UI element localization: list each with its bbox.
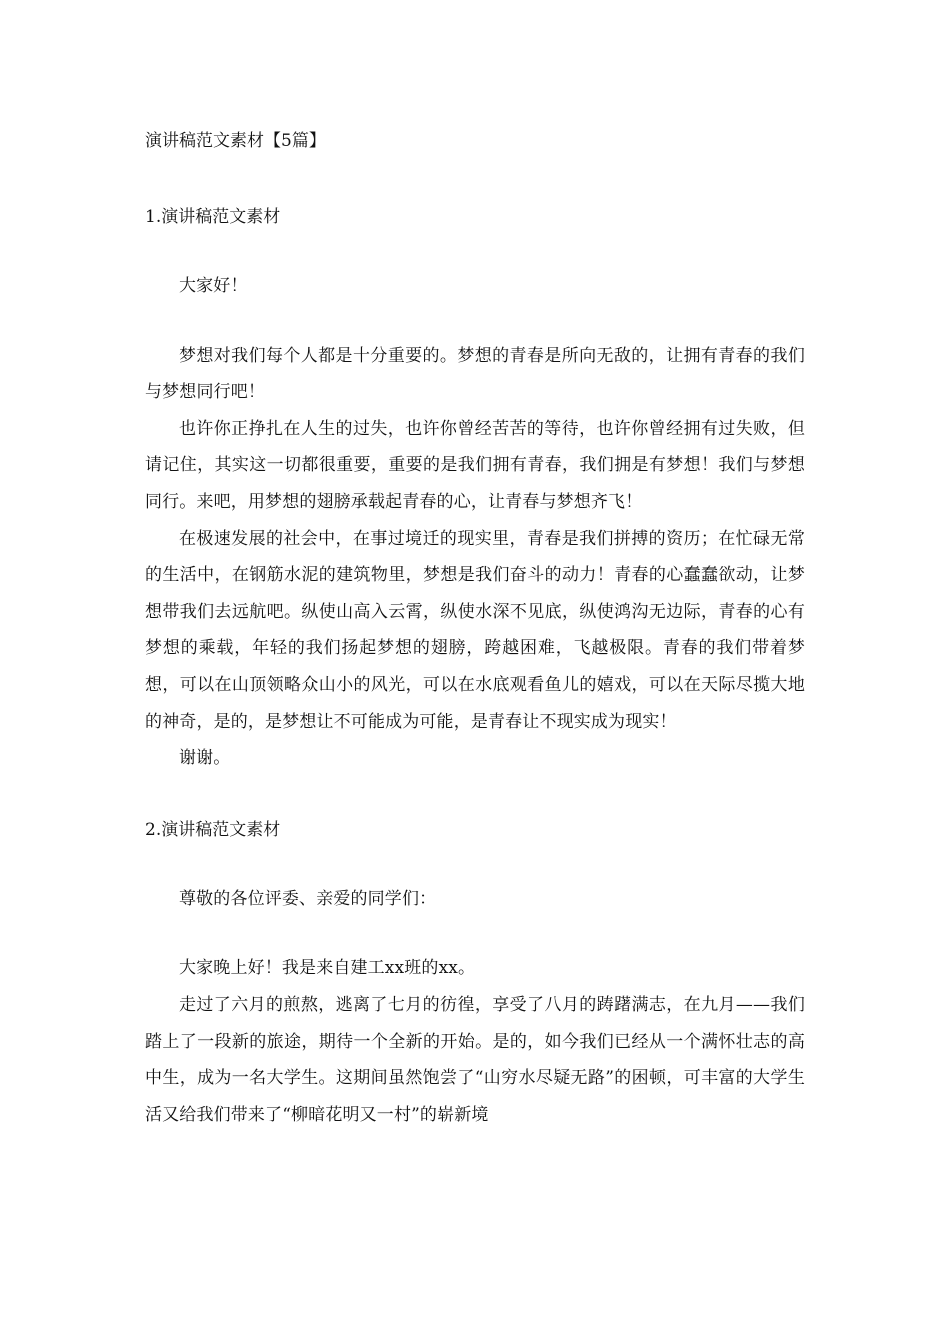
section-2-greeting: 尊敬的各位评委、亲爱的同学们： [179,888,437,909]
spacer [145,777,805,807]
section-heading-2: 2.演讲稿范文素材 [145,819,281,840]
spacer [145,853,805,881]
section-2-paragraph: 走过了六月的煎熬，逃离了七月的彷徨，享受了八月的踌躇满志，在九月——我们踏上了一段新的旅途，期待一个全新的开始。是的，如今我们已经从一个满怀壮志的高中生，成为一名大学生。这期间虽然饱尝了“山穷水尽疑无路”的困顿，可丰富的大学生活又给我们带来了“柳暗花明又一村”的崭新境 [145,994,805,1125]
spacer [145,240,805,268]
section-heading-1: 1.演讲稿范文素材 [145,207,281,227]
document-body [145,118,805,1133]
document-title: 演讲稿范文素材【5篇】 [145,131,326,151]
spacer [145,305,805,338]
section-1-paragraph: 在极速发展的社会中，在事过境迁的现实里，青春是我们拼搏的资历；在忙碌无常的生活中，在钢筋水泥的建筑物里，梦想是我们奋斗的动力！青春的心蠢蠢欲动，让梦想带我们去远航吧。纵使山高入云霄，纵使水深不见底，纵使鸿沟无边际，青春的心有梦想的乘载，年轻的我们扬起梦想的翅膀，跨越困难，飞越极限。青春的我们带着梦想，可以在山顶领略众山小的风光，可以在水底观看鱼儿的嬉戏，可以在天际尽揽大地的神奇，是的，是梦想让不可能成为可能，是青春让不现实成为现实！ [145,528,805,732]
spacer [145,164,805,194]
section-2-paragraph: 大家晚上好！我是来自建工xx班的xx。 [179,958,476,979]
section-1-paragraph: 梦想对我们每个人都是十分重要的。梦想的青春是所向无敌的，让拥有青春的我们与梦想同行吧！ [145,345,805,403]
section-1-greeting: 大家好！ [179,276,248,296]
section-1-paragraph: 也许你正挣扎在人生的过失，也许你曾经苦苦的等待，也许你曾经拥有过失败，但请记住，其实这一切都很重要，重要的是我们拥有青春，我们拥是有梦想！我们与梦想同行。来吧，用梦想的翅膀承载起青春的心，让青春与梦想齐飞！ [145,418,805,512]
spacer [145,917,805,950]
section-1-closing: 谢谢。 [179,748,231,769]
